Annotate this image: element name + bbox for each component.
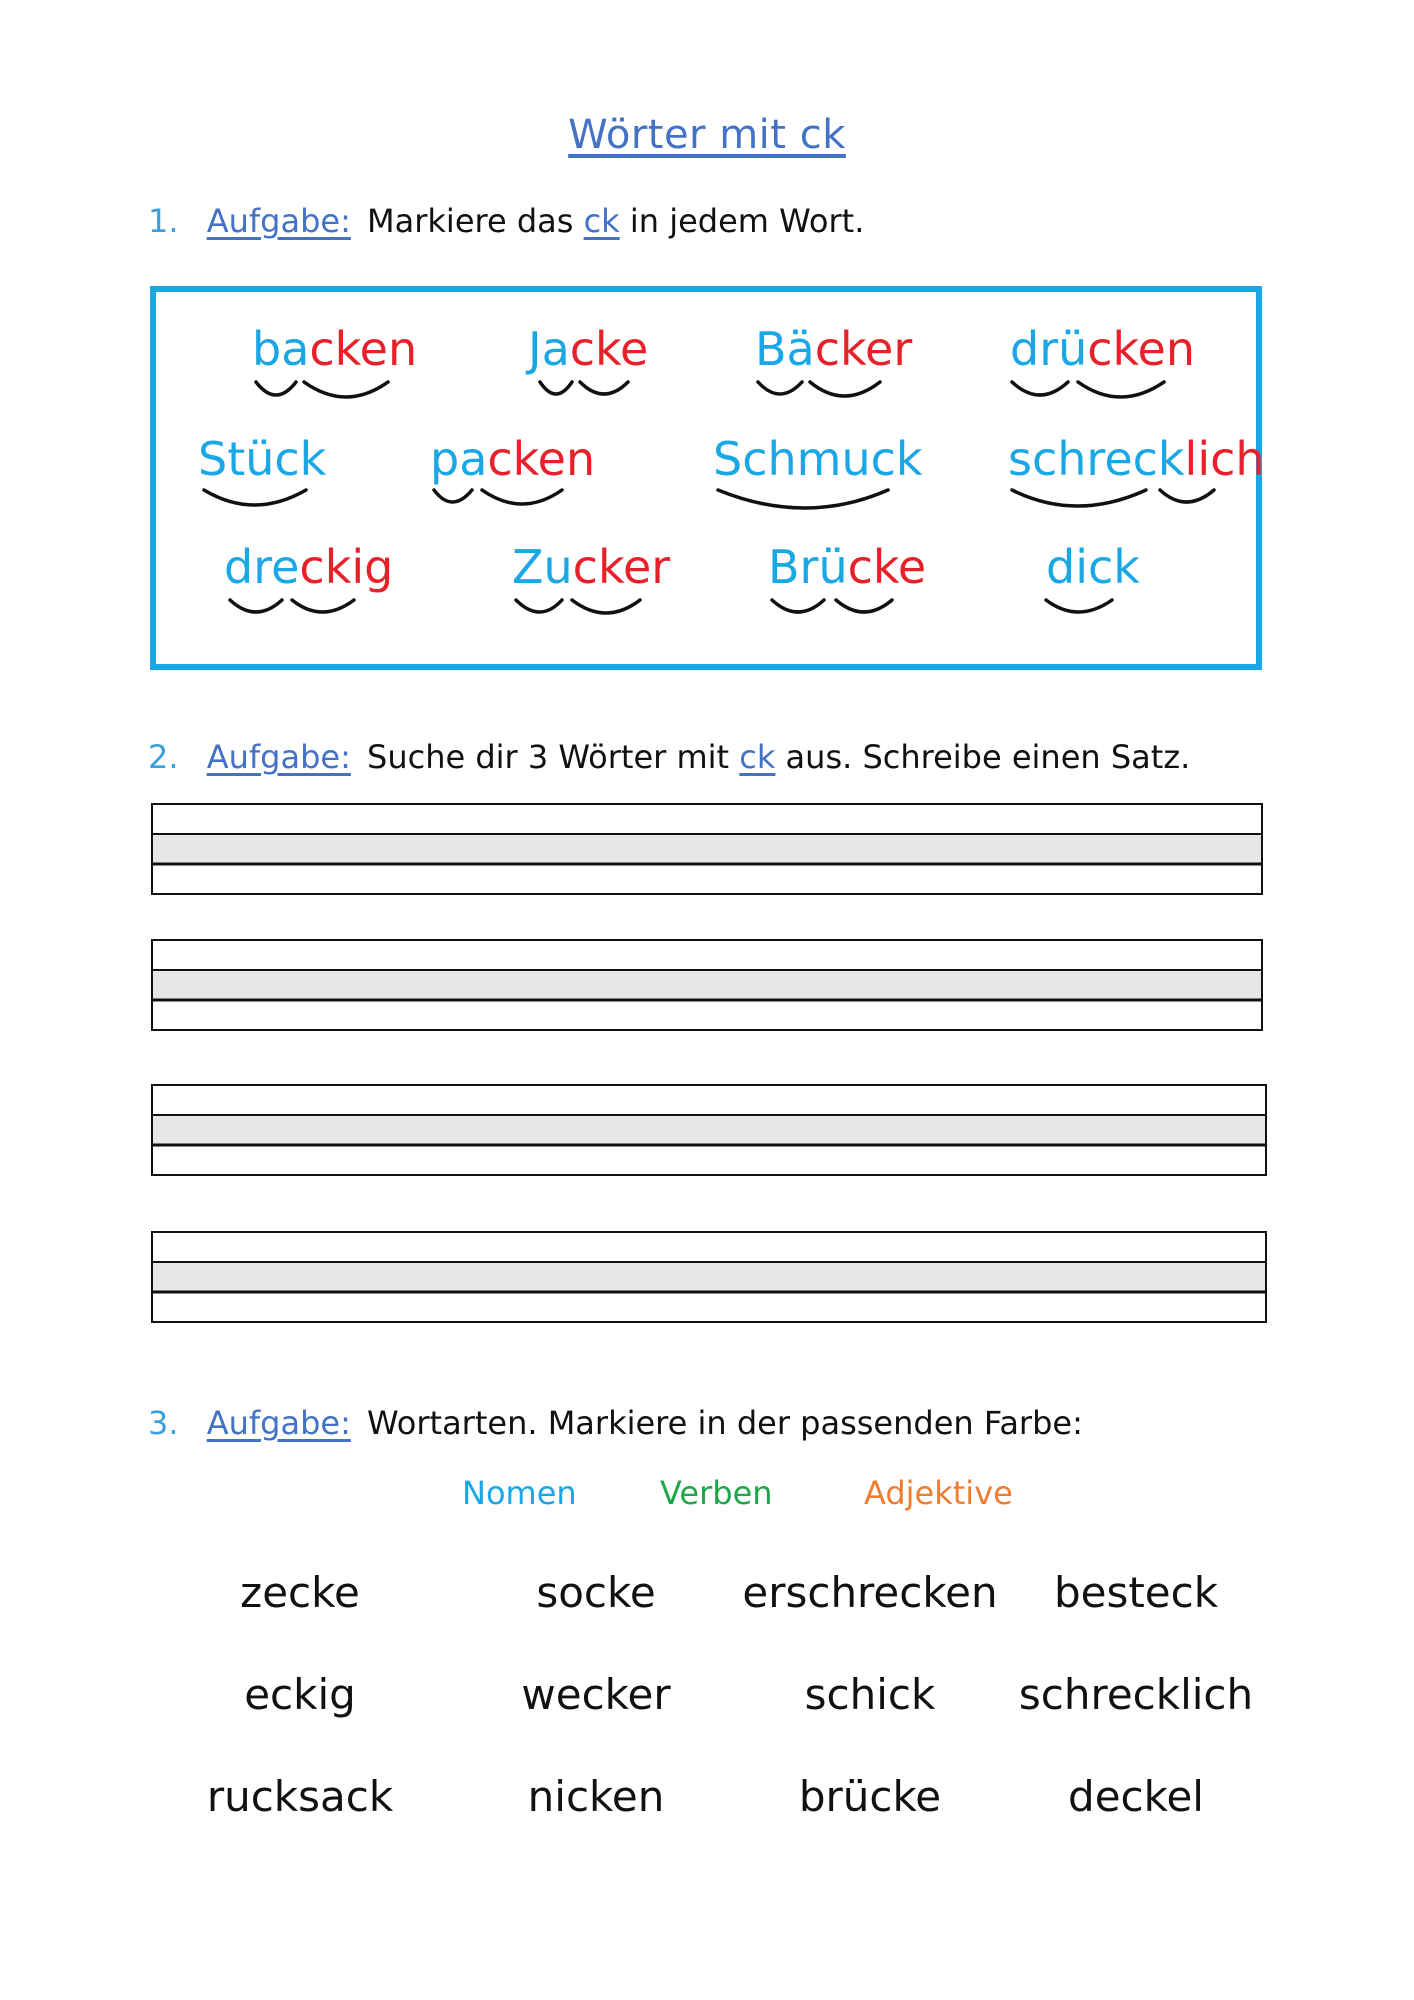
box-word-druecken: drücken [1010,322,1196,376]
writing-line-block[interactable] [152,804,1262,894]
legend-adjektive: Adjektive [864,1474,1013,1512]
task-1-label: Aufgabe: [206,202,351,240]
box-word-dreckig: dreckig [224,540,394,594]
legend-verben: Verben [660,1474,773,1512]
task-1-text-after: in jedem Wort. [629,202,865,240]
sort-word[interactable]: besteck [1053,1568,1219,1617]
box-word-packen: packen [430,432,596,486]
box-word-jacke: Jacke [528,322,649,376]
sort-word[interactable]: zecke [240,1568,360,1617]
sort-word[interactable]: brücke [798,1772,942,1821]
sort-word[interactable]: rucksack [206,1772,394,1821]
task-2-label: Aufgabe: [206,738,351,776]
page-title: Wörter mit ck [568,112,846,158]
task-3-number: 3. [148,1404,179,1442]
sort-word[interactable]: deckel [1068,1772,1204,1821]
sort-word[interactable]: socke [536,1568,656,1617]
writing-line-block[interactable] [152,1085,1266,1175]
task-3-instruction [148,1404,1083,1442]
task-2-text-after: aus. Schreibe einen Satz. [785,738,1191,776]
writing-line-block[interactable] [152,1232,1266,1322]
box-word-stueck: Stück [198,432,327,486]
sort-word[interactable]: eckig [244,1670,356,1719]
box-word-baecker: Bäcker [755,322,913,376]
task-2-number: 2. [148,738,179,776]
box-word-backen: backen [252,322,418,376]
box-word-zucker: Zucker [512,540,671,594]
box-word-dick: dick [1046,540,1140,594]
box-word-schrecklich: schrecklich [1008,432,1265,486]
task-3-label: Aufgabe: [206,1404,351,1442]
sort-word[interactable]: schick [804,1670,936,1719]
box-word-schmuck: Schmuck [713,432,923,486]
task-2-highlight: ck [739,738,776,776]
task-1-highlight: ck [583,202,620,240]
writing-line-block[interactable] [152,940,1262,1030]
task-3-text: Wortarten. Markiere in der passenden Farbe: [367,1404,1083,1442]
sort-word[interactable]: nicken [527,1772,665,1821]
task-2-text-before: Suche dir 3 Wörter mit [367,738,730,776]
box-word-bruecke: Brücke [768,540,927,594]
sort-word[interactable]: wecker [521,1670,671,1719]
task-1-text-before: Markiere das [367,202,574,240]
legend-nomen: Nomen [462,1474,577,1512]
sort-word[interactable]: schrecklich [1018,1670,1254,1719]
sort-word[interactable]: erschrecken [742,1568,998,1617]
task-1-number: 1. [148,202,179,240]
